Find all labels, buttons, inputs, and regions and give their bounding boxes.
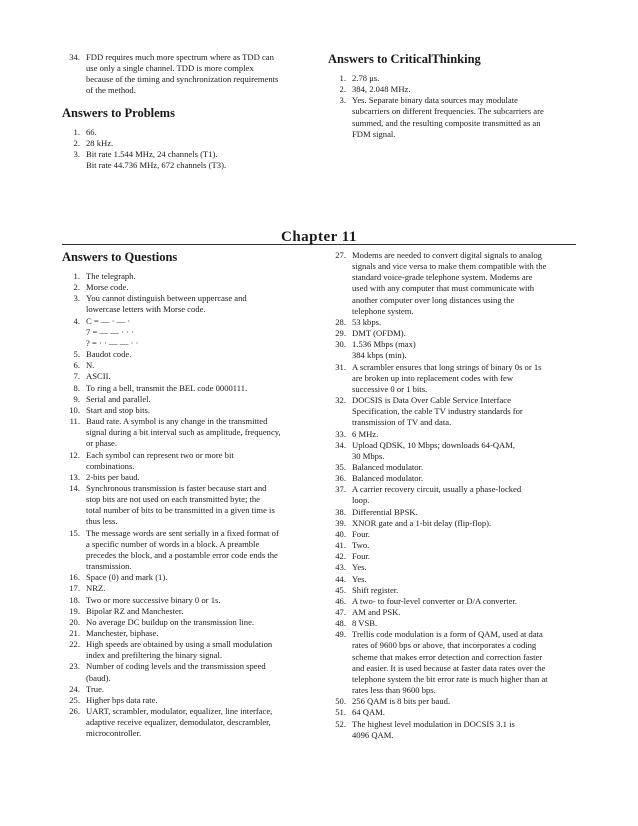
item-text: 64 QAM. xyxy=(352,707,385,718)
item-text: Two. xyxy=(352,540,370,551)
list-item xyxy=(62,52,324,97)
item-text: True. xyxy=(86,683,105,694)
list-item xyxy=(62,706,324,739)
item-text: ASCII. xyxy=(86,371,111,382)
item-number: 12. xyxy=(69,449,80,460)
item-text: High speeds are obtained by using a small modulation index and prefiltering the binary signal. xyxy=(86,639,273,661)
item-text: You cannot distinguish between uppercase and lowercase letters with Morse code. xyxy=(86,293,247,315)
item-text: 1.536 Mbps (max) 384 kbps (min). xyxy=(352,339,416,361)
chapter-title: Chapter 11 xyxy=(281,229,357,245)
item-number: 5. xyxy=(73,349,80,360)
list-item xyxy=(62,695,324,706)
list-item xyxy=(328,574,590,585)
item-number: 25. xyxy=(69,694,80,705)
item-number: 26. xyxy=(69,706,80,717)
item-number: 50. xyxy=(335,696,346,707)
item-text: Bit rate 1.544 MHz, 24 channels (T1). Bit rate 44.736 MHz, 672 channels (T3). xyxy=(86,148,227,171)
item-number: 52. xyxy=(335,718,346,729)
item-number: 28. xyxy=(335,316,346,327)
item-text: Modems are needed to convert digital signals to analog signals and vice versa to make them compatible with the standard voice-grade telephone system. Modems are used with any computer that must communicate with another computer over long distances using the telephone system. xyxy=(352,250,547,316)
item-number: 3. xyxy=(339,95,346,106)
item-text: Upload QDSK, 10 Mbps; downloads 64-QAM, 30 Mbps. xyxy=(352,439,516,461)
item-number: 32. xyxy=(335,395,346,406)
item-text: 28 kHz. xyxy=(86,137,114,148)
item-text: DMT (OFDM). xyxy=(352,328,406,339)
item-text: Four. xyxy=(352,551,370,562)
item-text: Space (0) and mark (1). xyxy=(86,572,168,583)
list-item xyxy=(328,540,590,551)
item-number: 48. xyxy=(335,618,346,629)
list-item xyxy=(62,572,324,583)
list-item xyxy=(62,149,324,171)
item-number: 17. xyxy=(69,583,80,594)
list-item xyxy=(62,138,324,149)
item-number: 2. xyxy=(73,282,80,293)
list-item xyxy=(328,429,590,440)
list-item xyxy=(62,617,324,628)
item-number: 34. xyxy=(335,439,346,450)
item-number: 20. xyxy=(69,616,80,627)
item-number: 29. xyxy=(335,328,346,339)
item-number: 41. xyxy=(335,540,346,551)
list-item xyxy=(328,707,590,718)
list-item xyxy=(62,383,324,394)
list-item xyxy=(62,316,324,349)
item-text: Balanced modulator. xyxy=(352,473,424,484)
item-text: Number of coding levels and the transmission speed (baud). xyxy=(86,661,266,683)
item-text: Differential BPSK. xyxy=(352,506,418,517)
list-item xyxy=(62,405,324,416)
item-text: 256 QAM is 8 bits per baud. xyxy=(352,696,451,707)
item-text: 2.78 μs. xyxy=(352,73,380,83)
item-number: 46. xyxy=(335,595,346,606)
list-item xyxy=(62,394,324,405)
item-number: 31. xyxy=(335,361,346,372)
item-text: Shift register. xyxy=(352,584,399,595)
item-number: 33. xyxy=(335,428,346,439)
item-number: 9. xyxy=(73,393,80,404)
list-item xyxy=(328,529,590,540)
list-item xyxy=(62,416,324,449)
list-item xyxy=(328,596,590,607)
list-item xyxy=(62,282,324,293)
list-item xyxy=(62,528,324,573)
list-item xyxy=(328,362,590,395)
item-number: 38. xyxy=(335,506,346,517)
item-text: A carrier recovery circuit, usually a phase-locked loop. xyxy=(352,484,522,506)
item-text: AM and PSK. xyxy=(352,607,401,617)
list-item xyxy=(328,73,590,84)
questions-list xyxy=(62,271,324,740)
item-number: 43. xyxy=(335,562,346,573)
list-item xyxy=(328,696,590,707)
list-item xyxy=(328,719,590,741)
list-item xyxy=(328,95,590,140)
list-item xyxy=(328,440,590,462)
item-text: Yes. Separate binary data sources may modulate subcarriers on different frequencies. The subcarriers are summed, and the resulting composite transmitted as an FDM signal. xyxy=(352,95,544,139)
list-item xyxy=(328,507,590,518)
item-number: 4. xyxy=(73,315,80,326)
item-text: Higher bps data rate. xyxy=(86,694,158,705)
list-item xyxy=(62,127,324,138)
item-text: A two- to four-level converter or D/A converter. xyxy=(352,595,517,606)
item-text: The telegraph. xyxy=(86,271,136,281)
list-item xyxy=(62,472,324,483)
item-number: 42. xyxy=(335,551,346,562)
item-number: 40. xyxy=(335,528,346,539)
item-text: UART, scrambler, modulator, equalizer, line interface, adaptive receive equalizer, demodulator, descrambler, microcontroller. xyxy=(86,706,273,739)
item-number: 11. xyxy=(69,416,80,427)
item-text: Two or more successive binary 0 or 1s. xyxy=(86,594,221,605)
item-text: Morse code. xyxy=(86,282,129,293)
item-number: 47. xyxy=(335,607,346,617)
list-item xyxy=(328,473,590,484)
list-item xyxy=(328,395,590,428)
list-item xyxy=(62,360,324,371)
list-item xyxy=(328,518,590,529)
item-text: 6 MHz. xyxy=(352,428,379,439)
list-item xyxy=(62,661,324,683)
item-number: 24. xyxy=(69,683,80,694)
item-number: 8. xyxy=(73,382,80,393)
list-item xyxy=(62,483,324,528)
list-item xyxy=(328,317,590,328)
item-number: 19. xyxy=(69,605,80,616)
top-left-section xyxy=(62,52,324,171)
item-text: Trellis code modulation is a form of QAM, used at data rates of 9600 bps or above, that incorporates a coding scheme that makes error detection and correction faster and easier. It is used because at faster data rates over the telephone system the bit error rate is much higher than at rates less than 9600 bps. xyxy=(352,629,548,696)
item-number: 37. xyxy=(335,484,346,495)
item-text: Baud rate. A symbol is any change in the transmitted signal during a bit interval such as amplitude, frequency, or phase. xyxy=(86,416,281,449)
chapter-rule xyxy=(62,244,576,245)
list-item xyxy=(62,606,324,617)
item-number: 15. xyxy=(69,527,80,538)
list-item xyxy=(62,349,324,360)
item-text: N. xyxy=(86,360,95,371)
item-number: 34. xyxy=(69,52,80,62)
item-text: Synchronous transmission is faster because start and stop bits are not used on each transmitted byte; the total number of bits to be transmitted in a given time is thus less. xyxy=(86,482,275,527)
item-text: Yes. xyxy=(352,562,367,573)
list-item xyxy=(62,271,324,282)
item-number: 18. xyxy=(69,594,80,605)
questions-heading: Answers to Questions xyxy=(62,250,178,264)
item-text: Baudot code. xyxy=(86,349,132,360)
item-number: 36. xyxy=(335,473,346,484)
right-column-list xyxy=(328,250,590,741)
item-text: Balanced modulator. xyxy=(352,461,424,472)
item-text: 384, 2.048 MHz. xyxy=(352,84,411,95)
list-item xyxy=(328,618,590,629)
item-number: 1. xyxy=(73,126,80,137)
item-text: DOCSIS is Data Over Cable Service Interface Specification, the cable TV industry standards for transmission of TV and data. xyxy=(352,395,523,428)
item-number: 16. xyxy=(69,572,80,583)
item-number: 3. xyxy=(73,293,80,304)
item-text: The message words are sent serially in a fixed format of a specific number of words in a block. A preamble precedes the block, and a postamble error code ends the transmission. xyxy=(86,527,279,572)
item-text: Start and stop bits. xyxy=(86,404,150,415)
item-number: 10. xyxy=(69,404,80,415)
item-text: Four. xyxy=(352,528,370,539)
item-number: 14. xyxy=(69,482,80,493)
critical-thinking-list xyxy=(328,73,590,140)
list-item xyxy=(62,628,324,639)
item-number: 23. xyxy=(69,661,80,672)
list-item xyxy=(62,450,324,472)
item-text: Each symbol can represent two or more bit combinations. xyxy=(86,449,234,471)
item-text: Serial and parallel. xyxy=(86,393,151,404)
list-item xyxy=(328,629,590,696)
item-number: 1. xyxy=(339,73,346,83)
right-column-section xyxy=(328,250,590,741)
item-number: 45. xyxy=(335,584,346,595)
item-text: The highest level modulation in DOCSIS 3.1 is 4096 QAM. xyxy=(352,718,515,740)
item-number: 51. xyxy=(335,707,346,718)
list-item xyxy=(62,293,324,315)
item-text: 2-bits per baud. xyxy=(86,471,140,482)
item-text: C = — · — · 7 = — — · · · ? = · · — — · · xyxy=(86,315,139,348)
item-number: 44. xyxy=(335,573,346,584)
item-number: 3. xyxy=(73,148,80,159)
item-number: 30. xyxy=(335,339,346,350)
item-text: XNOR gate and a 1-bit delay (flip-flop). xyxy=(352,517,492,528)
list-item xyxy=(62,583,324,594)
list-item xyxy=(62,684,324,695)
item-text: Bipolar RZ and Manchester. xyxy=(86,605,184,616)
item-text: NRZ. xyxy=(86,583,106,594)
item-number: 21. xyxy=(69,628,80,638)
problems-heading: Answers to Problems xyxy=(62,105,175,120)
item-number: 39. xyxy=(335,517,346,528)
item-text: 53 kbps. xyxy=(352,316,382,327)
list-item xyxy=(328,551,590,562)
critical-thinking-heading: Answers to CriticalThinking xyxy=(328,52,481,66)
list-item xyxy=(328,250,590,317)
item-text: No average DC buildup on the transmission line. xyxy=(86,616,255,627)
item-number: 27. xyxy=(335,250,346,260)
list-item xyxy=(328,84,590,95)
item-text: To ring a bell, transmit the BEL code 0000111. xyxy=(86,382,248,393)
list-item xyxy=(328,585,590,596)
item-number: 2. xyxy=(339,84,346,95)
item-number: 2. xyxy=(73,137,80,148)
list-item xyxy=(62,639,324,661)
list-item xyxy=(328,484,590,506)
item-number: 7. xyxy=(73,371,80,382)
item-number: 49. xyxy=(335,629,346,640)
item-number: 22. xyxy=(69,639,80,650)
questions-section xyxy=(62,250,324,740)
problems-list xyxy=(62,127,324,172)
item-text: Manchester, biphase. xyxy=(86,628,159,638)
list-item xyxy=(328,328,590,339)
problem-34-list xyxy=(62,52,324,97)
item-text: Yes. xyxy=(352,573,367,584)
item-number: 1. xyxy=(73,271,80,281)
item-number: 13. xyxy=(69,471,80,482)
item-text: 66. xyxy=(86,126,97,137)
list-item xyxy=(328,339,590,361)
list-item xyxy=(328,462,590,473)
critical-thinking-section xyxy=(328,52,590,140)
item-text: 8 VSB. xyxy=(352,618,378,629)
list-item xyxy=(62,595,324,606)
item-number: 35. xyxy=(335,461,346,472)
list-item xyxy=(62,371,324,382)
item-number: 6. xyxy=(73,360,80,371)
item-text: A scrambler ensures that long strings of binary 0s or 1s are broken up into replacement codes with few successive 0 or 1 bits. xyxy=(352,361,542,394)
list-item xyxy=(328,562,590,573)
item-text: FDD requires much more spectrum where as TDD can use only a single channel. TDD is more complex because of the timing and synchronization requirements of the method. xyxy=(86,52,279,96)
list-item xyxy=(328,607,590,618)
